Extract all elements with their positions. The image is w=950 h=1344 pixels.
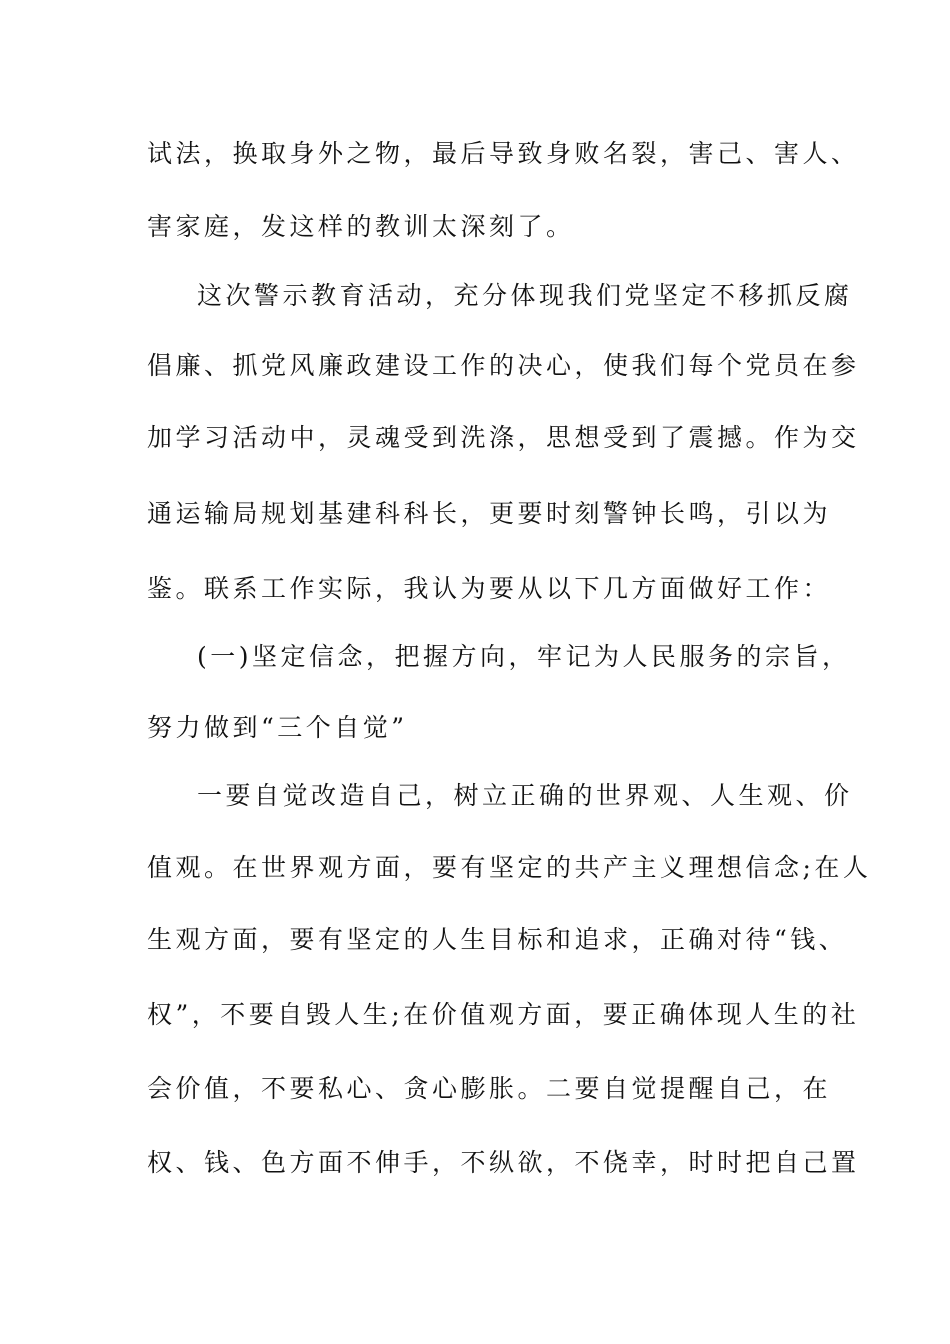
section-heading: (一)坚定信念，把握方向，牢记为人民服务的宗旨，: [197, 642, 851, 671]
text-line: 倡廉、抓党风廉政建设工作的决心，使我们每个党员在参: [147, 351, 860, 380]
section-heading-continued: 努力做到“三个自觉”: [147, 713, 408, 742]
text-line: 会价值，不要私心、贪心膨胀。二要自觉提醒自己，在: [147, 1074, 832, 1103]
paragraph-first-line: 这次警示教育活动，充分体现我们党坚定不移抓反腐: [197, 281, 853, 310]
text-line: 鉴。联系工作实际，我认为要从以下几方面做好工作：: [147, 574, 832, 603]
text-line: 试法，换取身外之物，最后导致身败名裂，害己、害人、: [147, 139, 860, 168]
paragraph-first-line: 一要自觉改造自己，树立正确的世界观、人生观、价: [197, 781, 853, 810]
text-line: 生观方面，要有坚定的人生目标和追求，正确对待“钱、: [147, 925, 848, 954]
text-line: 权”，不要自毁人生;在价值观方面，要正确体现人生的社: [147, 1000, 860, 1029]
text-line: 值观。在世界观方面，要有坚定的共产主义理想信念;在人: [147, 853, 872, 882]
text-line: 加学习活动中，灵魂受到洗涤，思想受到了震撼。作为交: [147, 423, 860, 452]
text-line: 通运输局规划基建科科长，更要时刻警钟长鸣，引以为: [147, 499, 832, 528]
text-line: 害家庭，发这样的教训太深刻了。: [147, 212, 575, 241]
text-line: 权、钱、色方面不伸手，不纵欲，不侥幸，时时把自己置: [147, 1148, 860, 1177]
